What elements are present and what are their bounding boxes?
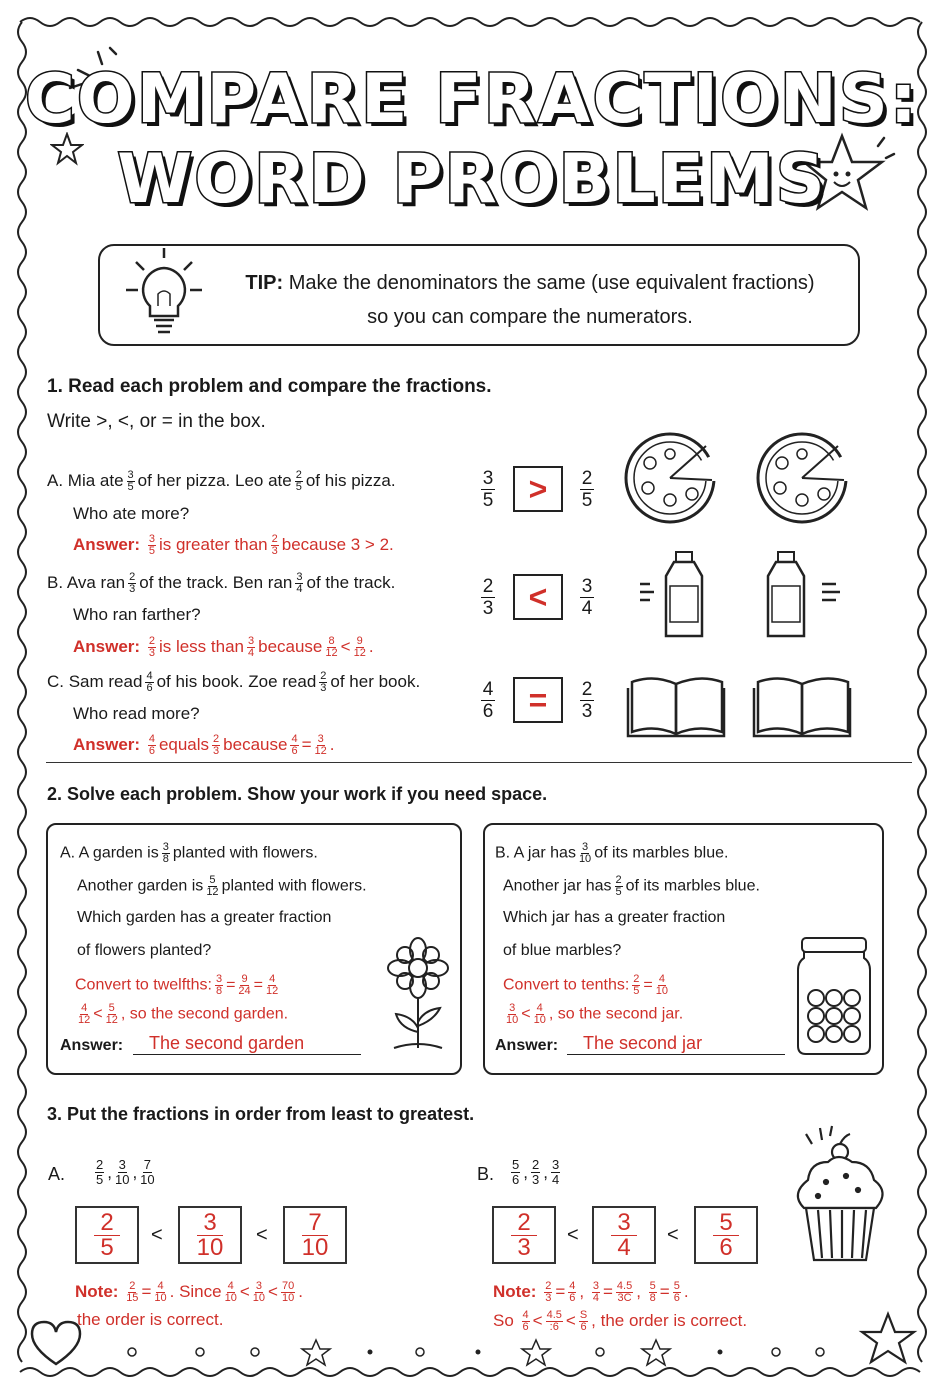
problem-2b-line-4: of blue marbles? <box>503 942 622 959</box>
order-3b-box-1[interactable]: 2 3 <box>492 1206 556 1264</box>
flower-icon <box>380 936 456 1056</box>
problem-1c-question: Who read more? <box>73 704 200 723</box>
problem-1b-text: B. Ava ran $\frac{2}{3}$ of the track. Ben ran $\frac{3}{4}$ of the track. <box>47 571 396 595</box>
order-3a-box-1[interactable]: 2 5 <box>75 1206 139 1264</box>
compare-1b-answer-box[interactable]: < <box>513 574 563 620</box>
problem-2b-work-2: $\frac{3}{10}$ < $\frac{4}{10}$ , so the second jar. <box>506 1002 684 1026</box>
order-3b-box-3[interactable]: 5 6 <box>694 1206 758 1264</box>
order-3a-lt-1: < <box>151 1224 163 1246</box>
problem-3a-label: A. <box>48 1164 66 1184</box>
compare-1b-left: 2 3 <box>482 576 494 619</box>
compare-1a-right: 2 5 <box>581 468 593 511</box>
open-book-icon-2 <box>752 670 854 740</box>
problem-2a-answer-field[interactable]: The second garden <box>133 1032 361 1055</box>
problem-2a-line-4: of flowers planted? <box>77 942 212 959</box>
compare-1c-left: 4 6 <box>482 679 494 722</box>
tip-box <box>98 244 860 346</box>
problem-1a-text: A. Mia ate $\frac{3}{5}$ of her pizza. Leo ate $\frac{2}{5}$ of his pizza. <box>47 469 396 493</box>
tip-text <box>220 266 840 334</box>
heart-icon <box>26 1318 86 1370</box>
section-1-heading: 1. Read each problem and compare the fractions. <box>47 376 492 397</box>
problem-1b-question: Who ran farther? <box>73 605 201 624</box>
section-2-heading: 2. Solve each problem. Show your work if you need space. <box>47 784 548 804</box>
compare-1c-right: 2 3 <box>581 679 593 722</box>
problem-2b-answer-label: Answer: <box>495 1037 559 1054</box>
tip-line-2: so you can compare the numerators. <box>367 306 693 328</box>
problem-3b-label: B. <box>477 1164 495 1184</box>
title-line-1: COMPARE FRACTIONS: <box>24 60 919 139</box>
problem-3a-given: 2 5 , 3 10 , 7 10 <box>96 1157 155 1187</box>
section-3-heading: 3. Put the fractions in order from least to greatest. <box>47 1104 475 1124</box>
section-divider <box>46 762 912 763</box>
order-3b-lt-2: < <box>667 1224 679 1246</box>
problem-2a-line-2: Another garden is $\frac{5}{12}$ planted with flowers. <box>77 874 367 898</box>
lightbulb-icon <box>114 248 214 344</box>
problem-3b-given: 5 6 , 2 3 , 3 4 <box>512 1157 560 1187</box>
note-3a-line-1: Note: $\frac{2}{15}$ = $\frac{4}{10}$ . Since $\frac{4}{10}$ < $\frac{3}{10}$ < $\frac{70}{10}$ . <box>75 1280 303 1304</box>
marble-jar-icon <box>794 934 874 1058</box>
order-3a-box-3[interactable]: 7 10 <box>283 1206 347 1264</box>
order-3b-lt-1: < <box>567 1224 579 1246</box>
problem-1b-answer: Answer: $\frac{2}{3}$ is less than $\frac{3}{4}$ because $\frac{8}{12}$ < $\frac{9}{12}$ . <box>73 635 374 659</box>
problem-2a-answer-label: Answer: <box>60 1037 124 1054</box>
pizza-icon-2 <box>752 428 856 524</box>
tip-label: TIP: <box>245 272 284 294</box>
open-book-icon <box>626 670 728 740</box>
problem-1c-text: C. Sam read $\frac{4}{6}$ of his book. Zoe read $\frac{2}{3}$ of her book. <box>47 670 421 694</box>
compare-1b-right: 3 4 <box>581 576 593 619</box>
problem-1a-question: Who ate more? <box>73 504 190 523</box>
problem-2b-line-3: Which jar has a greater fraction <box>503 909 726 926</box>
problem-2b-line-2: Another jar has $\frac{2}{5}$ of its marbles blue. <box>503 874 760 898</box>
order-3a-lt-2: < <box>256 1224 268 1246</box>
pizza-icon <box>620 428 724 524</box>
problem-2a-work-1: Convert to twelfths: $\frac{3}{8}$ = $\frac{9}{24}$ = $\frac{4}{12}$ <box>75 973 279 997</box>
problem-2a-line-1: A. A garden is $\frac{3}{8}$ planted with flowers. <box>60 841 318 865</box>
note-3b-line-2: So $\frac{4}{6}$ < $\frac{4.5}{:6}$ < $\frac{S}{6}$ , the order is correct. <box>493 1309 748 1333</box>
water-bottle-icon <box>638 548 724 642</box>
order-3a-box-2[interactable]: 3 10 <box>178 1206 242 1264</box>
corner-star-icon <box>858 1310 920 1370</box>
compare-1a-answer-box[interactable]: > <box>513 466 563 512</box>
problem-2b-answer-field[interactable]: The second jar <box>567 1032 785 1055</box>
section-1-instruction: Write >, <, or = in the box. <box>47 411 266 432</box>
note-3a-line-2: the order is correct. <box>77 1310 224 1329</box>
problem-2a-line-3: Which garden has a greater fraction <box>77 909 332 926</box>
cupcake-icon <box>788 1124 892 1264</box>
title-line-2: WORD PROBLEMS <box>117 140 827 219</box>
tip-line-1: Make the denominators the same (use equivalent fractions) <box>288 272 815 294</box>
note-3b-line-1: Note: $\frac{2}{3}$ = $\frac{4}{6}$ , $\frac{3}{4}$ = $\frac{4.5}{3C}$ , $\frac{5}{8}$ = $\frac{5}{6}$ . <box>493 1280 689 1304</box>
problem-1a-answer: Answer: $\frac{3}{5}$ is greater than $\frac{2}{3}$ because 3 > 2. <box>73 533 394 557</box>
problem-1c-answer: Answer: $\frac{4}{6}$ equals $\frac{2}{3}$ because $\frac{4}{6}$ = $\frac{3}{12}$ . <box>73 733 335 757</box>
problem-2b-work-1: Convert to tenths: $\frac{2}{5}$ = $\frac{4}{10}$ <box>503 973 669 997</box>
order-3b-box-2[interactable]: 3 4 <box>592 1206 656 1264</box>
problem-2a-work-2: $\frac{4}{12}$ < $\frac{5}{12}$ , so the second garden. <box>78 1002 289 1026</box>
water-bottle-icon-2 <box>764 548 850 642</box>
footer-dots-stars <box>100 1338 860 1368</box>
compare-1c-answer-box[interactable]: = <box>513 677 563 723</box>
problem-2b-line-1: B. A jar has $\frac{3}{10}$ of its marbles blue. <box>495 841 729 865</box>
compare-1a-left: 3 5 <box>482 468 494 511</box>
